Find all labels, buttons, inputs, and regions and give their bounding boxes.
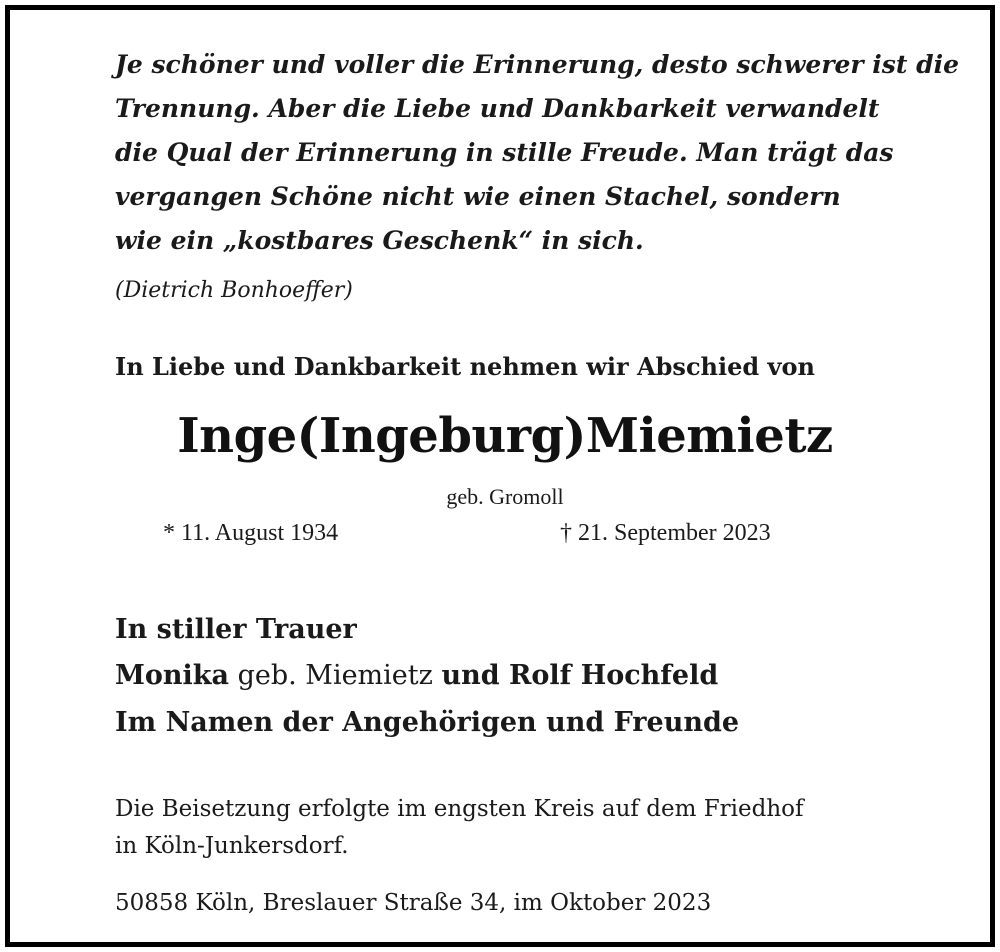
mourners-family: [115, 660, 718, 691]
quote-line: wie ein „kostbares Geschenk“ in sich.: [115, 226, 644, 255]
farewell-intro: In Liebe und Dankbarkeit nehmen wir Abschied von: [115, 352, 815, 381]
mourners-relatives: Im Namen der Angehörigen und Freunde: [115, 707, 740, 738]
obituary-frame: [5, 5, 995, 947]
quote-line: Je schöner und voller die Erinnerung, desto schwerer ist die: [115, 50, 959, 79]
quote-line: Trennung. Aber die Liebe und Dankbarkeit verwandelt: [115, 94, 880, 123]
quote-line: vergangen Schöne nicht wie einen Stachel, sondern: [115, 182, 841, 211]
address-date: 50858 Köln, Breslauer Straße 34, im Oktober 2023: [115, 890, 712, 916]
mourner-name: Monika: [115, 660, 229, 691]
birth-date: * 11. August 1934: [163, 520, 339, 546]
burial-info-line: Die Beisetzung erfolgte im engsten Kreis auf dem Friedhof: [115, 796, 804, 822]
deceased-name: Inge(Ingeburg)Miemietz: [177, 408, 833, 464]
burial-info-line: in Köln-Junkersdorf.: [115, 833, 349, 859]
maiden-name: geb. Gromoll: [446, 484, 564, 509]
mourner-partner: und Rolf Hochfeld: [441, 660, 719, 691]
death-date: † 21. September 2023: [560, 520, 771, 546]
mourner-maiden: geb. Miemietz: [229, 660, 442, 691]
quote-author: (Dietrich Bonhoeffer): [115, 278, 353, 303]
mourning-line: In stiller Trauer: [115, 614, 357, 645]
quote-line: die Qual der Erinnerung in stille Freude. Man trägt das: [115, 138, 894, 167]
